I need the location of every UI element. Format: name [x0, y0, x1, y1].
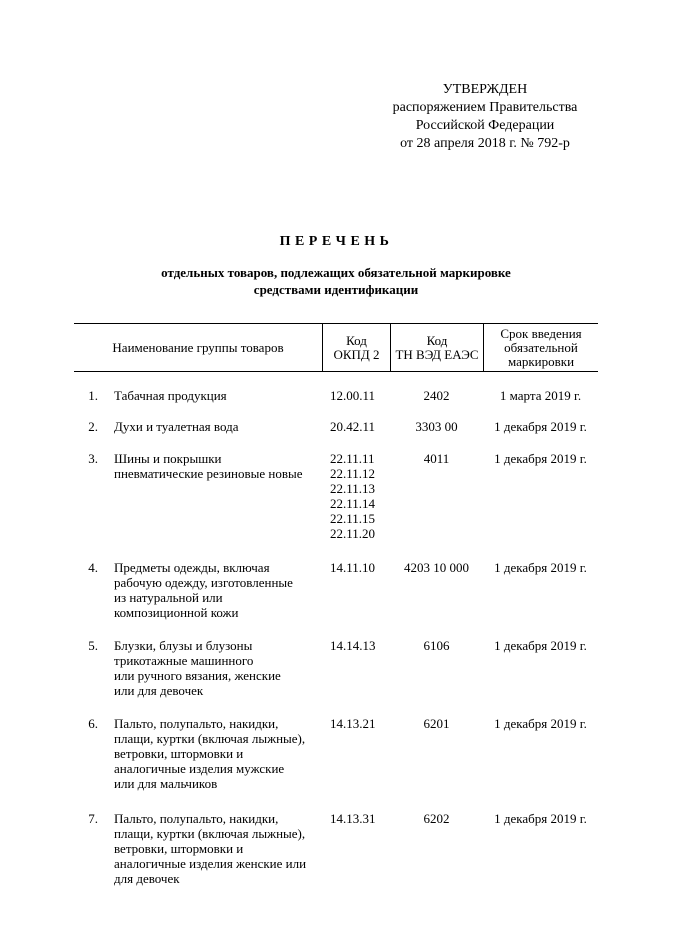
row-number: 7.: [88, 811, 98, 826]
row-date: 1 марта 2019 г.: [499, 388, 582, 403]
approval-line-1: УТВЕРЖДЕН: [442, 82, 528, 97]
row-okpd: 14.13.21: [330, 716, 376, 731]
row-tnved: 6106: [423, 638, 450, 653]
row-okpd: 14.14.13: [330, 638, 376, 653]
row-okpd: 20.42.11: [330, 419, 376, 434]
row-number: 4.: [88, 560, 98, 575]
header-name: Наименование группы товаров: [112, 339, 284, 355]
row-number: 3.: [88, 451, 98, 466]
row-date: 1 декабря 2019 г.: [494, 811, 587, 826]
row-name: Пальто, полупальто, накидки, плащи, куртки (включая лыжные), ветровки, штормовки и аналогичные изделия мужские или для мальчиков: [114, 716, 306, 791]
row-date: 1 декабря 2019 г.: [494, 419, 587, 434]
row-number: 1.: [88, 388, 98, 403]
row-tnved: 6201: [423, 716, 450, 731]
row-number: 2.: [88, 419, 98, 434]
subtitle-line-2: средствами идентификации: [253, 282, 419, 297]
header-okpd: Код ОКПД 2: [322, 324, 390, 371]
row-name: Пальто, полупальто, накидки, плащи, куртки (включая лыжные), ветровки, штормовки и аналогичные изделия женские или для девочек: [114, 811, 307, 886]
row-okpd: 12.00.11: [330, 388, 376, 403]
header-date: Срок введения обязательной маркировки: [483, 324, 598, 371]
row-tnved: 4011: [423, 451, 450, 466]
approval-line-3: Российской Федерации: [415, 118, 555, 133]
document-subtitle: [86, 264, 586, 298]
table-header: [74, 323, 598, 372]
row-tnved: 6202: [423, 811, 450, 826]
approval-stamp: [360, 81, 610, 153]
row-okpd: 14.13.31: [330, 811, 376, 826]
goods-table: [74, 323, 598, 886]
row-name: Духи и туалетная вода: [114, 419, 239, 434]
header-tnved: Код ТН ВЭД ЕАЭС: [390, 324, 483, 371]
document-title: ПЕРЕЧЕНЬ: [279, 234, 394, 249]
row-date: 1 декабря 2019 г.: [494, 716, 587, 731]
row-tnved: 2402: [423, 388, 450, 403]
row-date: 1 декабря 2019 г.: [494, 560, 587, 575]
row-name: Предметы одежды, включая рабочую одежду, изготовленные из натуральной или композиционной кожи: [114, 560, 293, 620]
row-name: Табачная продукция: [114, 388, 227, 403]
row-date: 1 декабря 2019 г.: [494, 451, 587, 466]
approval-line-4: от 28 апреля 2018 г. № 792-р: [400, 136, 570, 151]
row-number: 5.: [88, 638, 98, 653]
row-number: 6.: [88, 716, 98, 731]
row-date: 1 декабря 2019 г.: [494, 638, 587, 653]
row-name: Блузки, блузы и блузоны трикотажные машинного или ручного вязания, женские или для девочек: [114, 638, 281, 698]
row-tnved: 3303 00: [415, 419, 458, 434]
subtitle-line-1: отдельных товаров, подлежащих обязательной маркировке: [161, 265, 511, 280]
row-name: Шины и покрышки пневматические резиновые новые: [114, 451, 303, 481]
row-tnved: 4203 10 000: [404, 560, 469, 575]
row-okpd: 14.11.10: [330, 560, 376, 575]
row-okpd: 22.11.11 22.11.12 22.11.13 22.11.14 22.11.15 22.11.20: [330, 451, 376, 541]
approval-line-2: распоряжением Правительства: [392, 100, 578, 115]
